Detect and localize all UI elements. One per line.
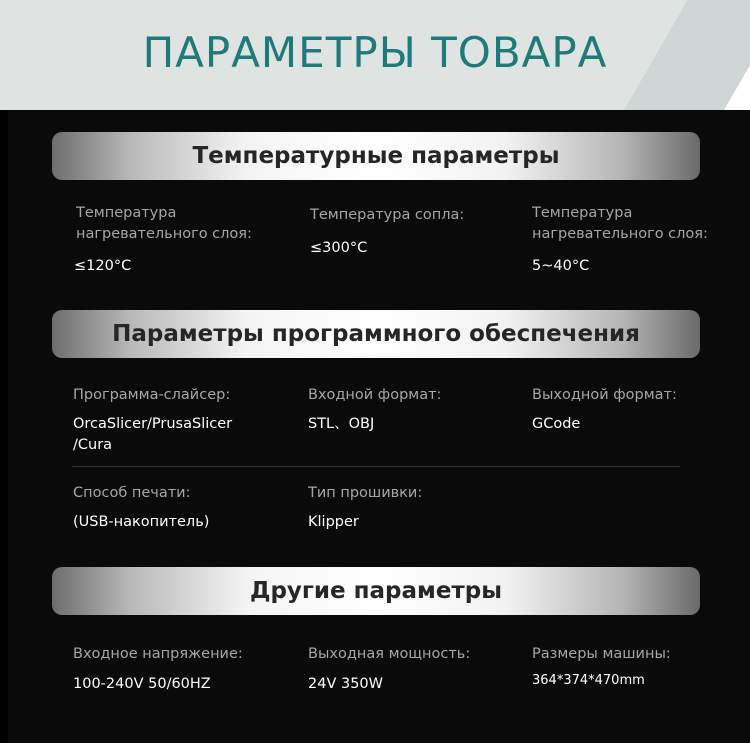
divider xyxy=(72,466,680,467)
label-bed-temp: Температура нагревательного слоя: xyxy=(76,205,252,242)
value-input-format: STL、OBJ xyxy=(308,416,375,432)
label-input-format: Входной формат: xyxy=(308,387,442,403)
value-nozzle-temp: ≤300°C xyxy=(310,240,368,256)
section-heading-temperature: Температурные параметры xyxy=(52,132,700,180)
value-ambient-temp: 5~40°C xyxy=(532,258,590,274)
section-heading-other: Другие параметры xyxy=(52,567,700,615)
label-ambient-temp: Температура нагревательного слоя: xyxy=(532,205,708,242)
section-heading-software: Параметры программного обеспечения xyxy=(52,310,700,358)
value-firmware: Klipper xyxy=(308,514,359,530)
label-print-method: Способ печати: xyxy=(73,485,191,501)
label-machine-size: Размеры машины: xyxy=(532,646,671,662)
value-print-method: (USB-накопитель) xyxy=(73,514,210,530)
page-title: ПАРАМЕТРЫ ТОВАРА xyxy=(142,28,608,77)
value-machine-size: 364*374*470mm xyxy=(532,673,645,688)
value-output-power: 24V 350W xyxy=(308,676,383,692)
value-bed-temp: ≤120°C xyxy=(74,258,132,274)
label-slicer: Программа-слайсер: xyxy=(73,387,231,403)
label-nozzle-temp: Температура сопла: xyxy=(310,207,465,223)
label-output-power: Выходная мощность: xyxy=(308,646,471,662)
header xyxy=(0,0,750,110)
value-slicer: OrcaSlicer/PrusaSlicer /Cura xyxy=(73,416,233,453)
label-firmware: Тип прошивки: xyxy=(308,485,423,501)
value-input-voltage: 100-240V 50/60HZ xyxy=(73,676,211,692)
value-output-format: GCode xyxy=(532,416,581,432)
label-output-format: Выходной формат: xyxy=(532,387,677,403)
label-input-voltage: Входное напряжение: xyxy=(73,646,243,662)
